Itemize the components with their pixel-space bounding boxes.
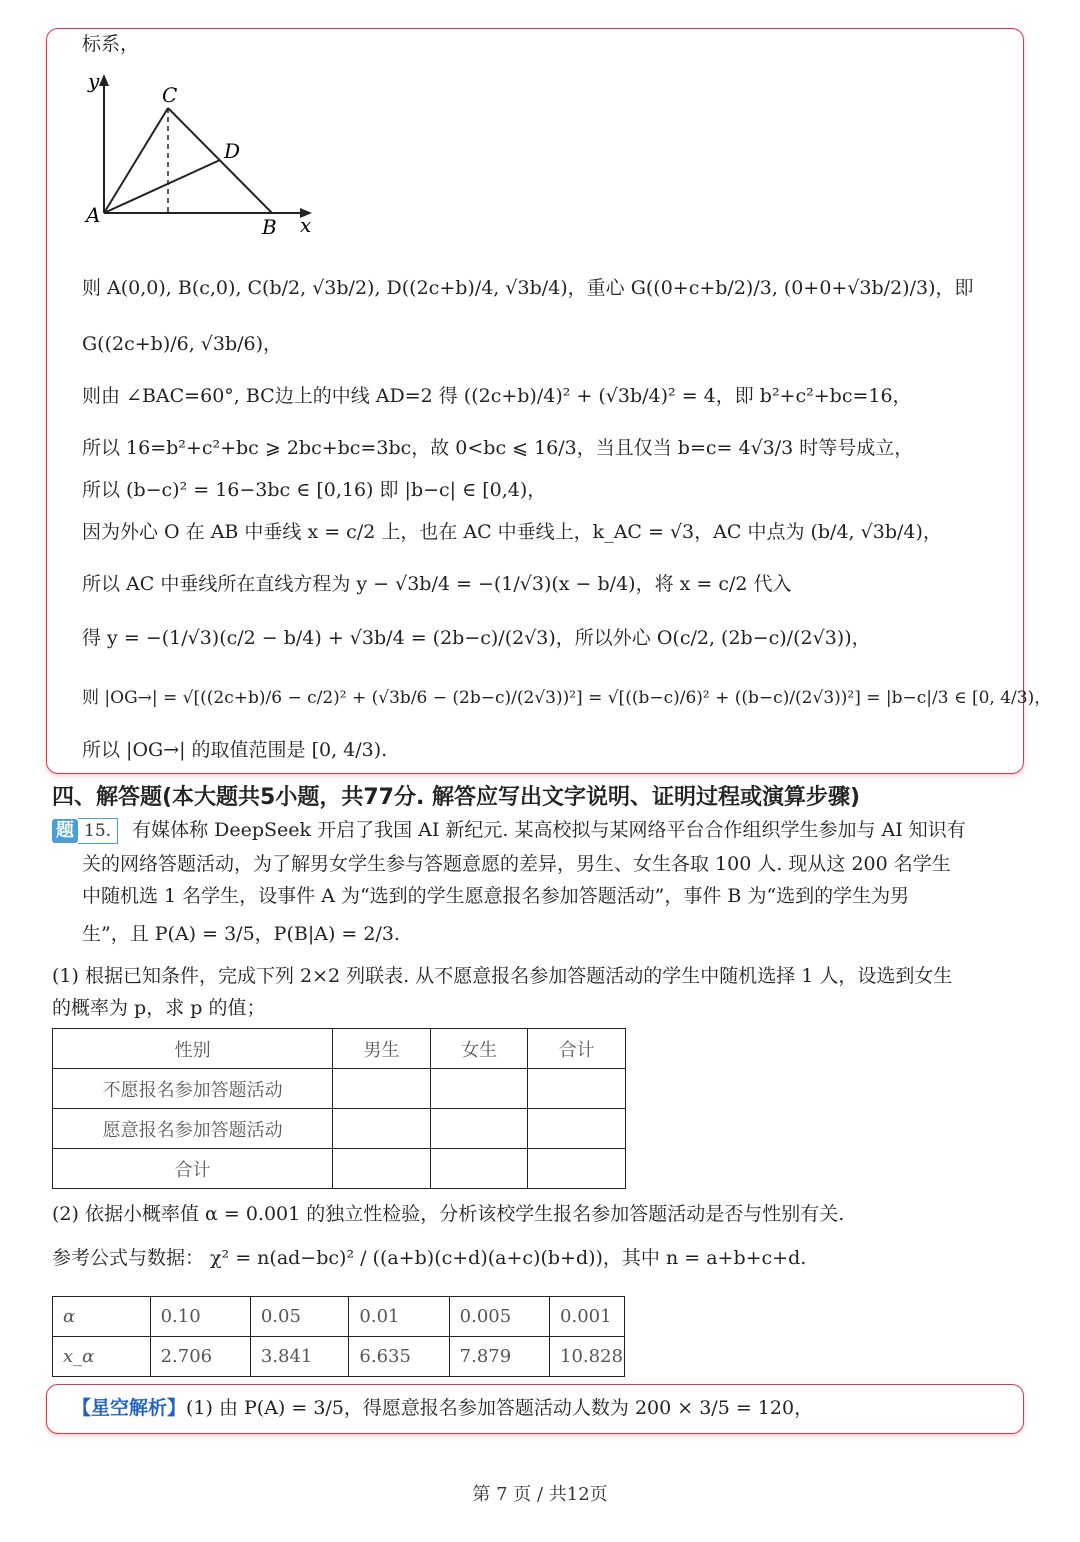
alpha-label: α xyxy=(53,1297,151,1337)
row-label: 不愿报名参加答题活动 xyxy=(53,1069,333,1109)
table-cell: 0.05 xyxy=(250,1297,349,1337)
table-cell xyxy=(333,1069,431,1109)
table-cell: 10.828 xyxy=(550,1337,625,1377)
page-footer: 第 7 页 / 共12页 xyxy=(472,1484,608,1505)
label-y: y xyxy=(88,70,100,93)
table-cell xyxy=(528,1069,626,1109)
solution-line-6: 因为外心 O 在 AB 中垂线 x = c/2 上，也在 AC 中垂线上，k_AC = √3，AC 中点为 (b/4, √3b/4)， xyxy=(82,521,942,543)
part2-line: (2) 依据小概率值 α = 0.001 的独立性检验，分析该校学生报名参加答题活动是否与性别有关. xyxy=(52,1203,845,1225)
solution-line-9: 则 |OG→| = √[((2c+b)/6 − c/2)² + (√3b/6 − (2b−c)/(2√3))²] = √[((b−c)/6)² + ((b−c)/(2√3))²] = |b−c|/3 ∈ [0, 4/3)， xyxy=(82,688,1052,708)
analysis-line xyxy=(72,1396,813,1420)
label-x: x xyxy=(300,213,312,237)
analysis-text: (1) 由 P(A) = 3/5，得愿意报名参加答题活动人数为 200 × 3/5 = 120， xyxy=(186,1397,814,1419)
solution-intro: 标系， xyxy=(82,33,140,55)
table-cell xyxy=(333,1109,431,1149)
label-B: B xyxy=(262,215,277,239)
triangle-figure xyxy=(80,70,330,240)
question-tag: 题 xyxy=(52,819,78,843)
part1-line-b: 的概率为 p，求 p 的值； xyxy=(52,997,266,1019)
table-cell: 0.10 xyxy=(150,1297,250,1337)
header-total: 合计 xyxy=(528,1029,626,1069)
table-row xyxy=(53,1337,625,1377)
question-line-1 xyxy=(52,818,966,844)
section-title: 四、解答题(本大题共5小题，共77分. 解答应写出文字说明、证明过程或演算步骤) xyxy=(52,785,861,810)
solution-line-5: 所以 (b−c)² = 16−3bc ∈ [0,16) 即 |b−c| ∈ [0,4)， xyxy=(82,479,547,501)
table-cell: 3.841 xyxy=(250,1337,349,1377)
header-gender: 性别 xyxy=(53,1029,333,1069)
table-row xyxy=(53,1069,626,1109)
label-C: C xyxy=(162,83,178,107)
table-cell xyxy=(430,1149,528,1189)
label-A: A xyxy=(86,203,101,227)
formula-line: 参考公式与数据： χ² = n(ad−bc)² / ((a+b)(c+d)(a+c)(b+d))，其中 n = a+b+c+d. xyxy=(52,1247,807,1269)
table-cell xyxy=(430,1109,528,1149)
contingency-table xyxy=(52,1028,626,1189)
row-label: 愿意报名参加答题活动 xyxy=(53,1109,333,1149)
row-label: 合计 xyxy=(53,1149,333,1189)
question-line-4: 生”，且 P(A) = 3/5，P(B|A) = 2/3. xyxy=(82,923,400,945)
table-cell: 0.005 xyxy=(449,1297,549,1337)
table-row xyxy=(53,1149,626,1189)
solution-line-2: G((2c+b)/6, √3b/6)， xyxy=(82,333,283,355)
header-female: 女生 xyxy=(430,1029,528,1069)
header-male: 男生 xyxy=(333,1029,431,1069)
label-D: D xyxy=(224,139,241,163)
question-line-2: 关的网络答题活动，为了解男女学生参与答题意愿的差异，男生、女生各取 100 人. 现从这 200 名学生 xyxy=(82,853,951,875)
table-row xyxy=(53,1297,625,1337)
x-alpha-label: x_α xyxy=(53,1337,151,1377)
table-cell: 0.001 xyxy=(550,1297,625,1337)
table-cell: 7.879 xyxy=(449,1337,549,1377)
table-row xyxy=(53,1109,626,1149)
table-cell: 0.01 xyxy=(349,1297,449,1337)
table-cell xyxy=(528,1149,626,1189)
part1-line-a: (1) 根据已知条件，完成下列 2×2 列联表. 从不愿意报名参加答题活动的学生中随机选择 1 人，设选到女生 xyxy=(52,965,953,987)
table-cell: 2.706 xyxy=(150,1337,250,1377)
question-text-1: 有媒体称 DeepSeek 开启了我国 AI 新纪元. 某高校拟与某网络平台合作组织学生参加与 AI 知识有 xyxy=(132,819,966,841)
solution-line-8: 得 y = −(1/√3)(c/2 − b/4) + √3b/4 = (2b−c)/(2√3)，所以外心 O(c/2, (2b−c)/(2√3))， xyxy=(82,627,871,649)
table-cell xyxy=(333,1149,431,1189)
solution-line-1: 则 A(0,0), B(c,0), C(b/2, √3b/2), D((2c+b)/4, √3b/4)，重心 G((0+c+b/2)/3, (0+0+√3b/2)/3)，即 xyxy=(82,277,974,299)
table-cell xyxy=(430,1069,528,1109)
table-cell xyxy=(528,1109,626,1149)
solution-line-4: 所以 16=b²+c²+bc ⩾ 2bc+bc=3bc，故 0<bc ⩽ 16/3，当且仅当 b=c= 4√3/3 时等号成立， xyxy=(82,437,914,459)
question-line-3: 中随机选 1 名学生，设事件 A 为“选到的学生愿意报名参加答题活动”，事件 B 为“选到的学生为男 xyxy=(82,885,910,907)
solution-line-10: 所以 |OG→| 的取值范围是 [0, 4/3). xyxy=(82,739,388,761)
solution-line-7: 所以 AC 中垂线所在直线方程为 y − √3b/4 = −(1/√3)(x − b/4)，将 x = c/2 代入 xyxy=(82,573,792,595)
analysis-label: 【星空解析】 xyxy=(72,1397,187,1419)
table-cell: 6.635 xyxy=(349,1337,449,1377)
critical-value-table xyxy=(52,1296,625,1377)
solution-line-3: 则由 ∠BAC=60°, BC边上的中线 AD=2 得 ((2c+b)/4)² + (√3b/4)² = 4，即 b²+c²+bc=16， xyxy=(82,385,912,407)
question-number: 15. xyxy=(78,818,118,844)
